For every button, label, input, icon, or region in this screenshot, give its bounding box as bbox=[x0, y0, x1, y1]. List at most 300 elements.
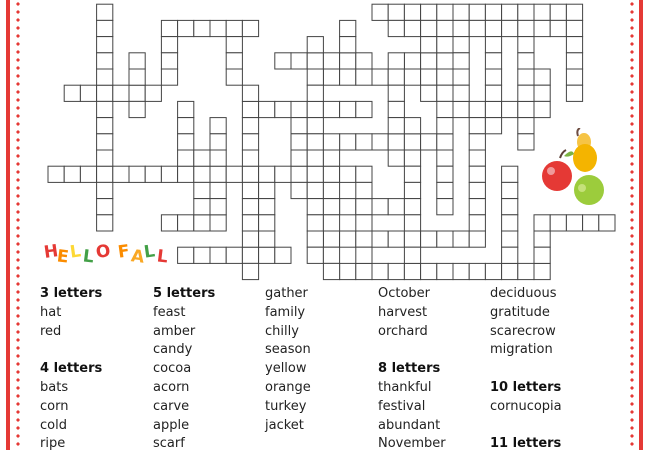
crossword-cell[interactable] bbox=[421, 20, 437, 36]
crossword-cell[interactable] bbox=[242, 101, 258, 117]
crossword-cell[interactable] bbox=[178, 101, 194, 117]
crossword-cell[interactable] bbox=[437, 101, 453, 117]
crossword-cell[interactable] bbox=[502, 4, 518, 20]
crossword-cell[interactable] bbox=[453, 69, 469, 85]
crossword-cell[interactable] bbox=[404, 166, 420, 182]
crossword-cell[interactable] bbox=[388, 263, 404, 279]
crossword-cell[interactable] bbox=[145, 85, 161, 101]
crossword-cell[interactable] bbox=[129, 85, 145, 101]
crossword-cell[interactable] bbox=[129, 101, 145, 117]
crossword-cell[interactable] bbox=[502, 101, 518, 117]
crossword-cell[interactable] bbox=[129, 53, 145, 69]
crossword-cell[interactable] bbox=[64, 85, 80, 101]
crossword-cell[interactable] bbox=[194, 215, 210, 231]
crossword-cell[interactable] bbox=[97, 69, 113, 85]
crossword-cell[interactable] bbox=[372, 134, 388, 150]
crossword-cell[interactable] bbox=[469, 20, 485, 36]
crossword-cell[interactable] bbox=[421, 37, 437, 53]
crossword-cell[interactable] bbox=[388, 85, 404, 101]
crossword-cell[interactable] bbox=[502, 247, 518, 263]
crossword-cell[interactable] bbox=[226, 20, 242, 36]
crossword-cell[interactable] bbox=[340, 20, 356, 36]
crossword-cell[interactable] bbox=[566, 53, 582, 69]
crossword-cell[interactable] bbox=[340, 134, 356, 150]
crossword-cell[interactable] bbox=[323, 53, 339, 69]
crossword-cell[interactable] bbox=[340, 101, 356, 117]
crossword-cell[interactable] bbox=[566, 37, 582, 53]
crossword-cell[interactable] bbox=[404, 69, 420, 85]
crossword-cell[interactable] bbox=[550, 20, 566, 36]
crossword-cell[interactable] bbox=[307, 85, 323, 101]
crossword-cell[interactable] bbox=[340, 69, 356, 85]
word-list-item: apple bbox=[153, 417, 190, 433]
crossword-cell[interactable] bbox=[97, 53, 113, 69]
crossword-cell[interactable] bbox=[291, 118, 307, 134]
crossword-cell[interactable] bbox=[226, 37, 242, 53]
crossword-cell[interactable] bbox=[502, 231, 518, 247]
crossword-cell[interactable] bbox=[534, 215, 550, 231]
crossword-cell[interactable] bbox=[518, 53, 534, 69]
crossword-cell[interactable] bbox=[421, 4, 437, 20]
crossword-cell[interactable] bbox=[210, 134, 226, 150]
crossword-cell[interactable] bbox=[323, 231, 339, 247]
word-list-column-4 bbox=[378, 285, 446, 454]
crossword-cell[interactable] bbox=[453, 53, 469, 69]
word-list-item: carve bbox=[153, 398, 190, 414]
crossword-cell[interactable] bbox=[518, 20, 534, 36]
crossword-cell[interactable] bbox=[291, 150, 307, 166]
crossword-cell[interactable] bbox=[404, 118, 420, 134]
crossword-cell[interactable] bbox=[518, 134, 534, 150]
banner-letter: E bbox=[55, 246, 70, 268]
crossword-cell[interactable] bbox=[259, 247, 275, 263]
crossword-cell[interactable] bbox=[469, 263, 485, 279]
crossword-cell[interactable] bbox=[259, 182, 275, 198]
crossword-cell[interactable] bbox=[388, 118, 404, 134]
crossword-cell[interactable] bbox=[437, 4, 453, 20]
crossword-cell[interactable] bbox=[404, 247, 420, 263]
crossword-cell[interactable] bbox=[307, 247, 323, 263]
crossword-cell[interactable] bbox=[404, 134, 420, 150]
crossword-cell[interactable] bbox=[97, 134, 113, 150]
crossword-cell[interactable] bbox=[97, 182, 113, 198]
crossword-cell[interactable] bbox=[469, 199, 485, 215]
crossword-cell[interactable] bbox=[291, 166, 307, 182]
crossword-cell[interactable] bbox=[518, 101, 534, 117]
crossword-cell[interactable] bbox=[97, 199, 113, 215]
crossword-cell[interactable] bbox=[80, 85, 96, 101]
word-list-item: harvest bbox=[378, 304, 428, 320]
crossword-cell[interactable] bbox=[323, 134, 339, 150]
crossword-cell[interactable] bbox=[550, 215, 566, 231]
crossword-cell[interactable] bbox=[275, 101, 291, 117]
crossword-cell[interactable] bbox=[388, 69, 404, 85]
crossword-cell[interactable] bbox=[518, 118, 534, 134]
crossword-cell[interactable] bbox=[323, 199, 339, 215]
crossword-cell[interactable] bbox=[469, 134, 485, 150]
crossword-cell[interactable] bbox=[388, 231, 404, 247]
crossword-cell[interactable] bbox=[242, 215, 258, 231]
crossword-cell[interactable] bbox=[242, 150, 258, 166]
crossword-cell[interactable] bbox=[356, 101, 372, 117]
crossword-cell[interactable] bbox=[307, 150, 323, 166]
crossword-cell[interactable] bbox=[210, 150, 226, 166]
crossword-cell[interactable] bbox=[97, 215, 113, 231]
crossword-cell[interactable] bbox=[404, 231, 420, 247]
crossword-cell[interactable] bbox=[372, 263, 388, 279]
crossword-cell[interactable] bbox=[502, 199, 518, 215]
crossword-cell[interactable] bbox=[518, 85, 534, 101]
crossword-cell[interactable] bbox=[388, 150, 404, 166]
crossword-cell[interactable] bbox=[534, 69, 550, 85]
crossword-cell[interactable] bbox=[291, 182, 307, 198]
crossword-cell[interactable] bbox=[469, 215, 485, 231]
crossword-cell[interactable] bbox=[372, 199, 388, 215]
crossword-cell[interactable] bbox=[291, 101, 307, 117]
crossword-cell[interactable] bbox=[453, 231, 469, 247]
crossword-cell[interactable] bbox=[437, 20, 453, 36]
crossword-cell[interactable] bbox=[437, 118, 453, 134]
crossword-cell[interactable] bbox=[178, 118, 194, 134]
crossword-cell[interactable] bbox=[242, 199, 258, 215]
crossword-cell[interactable] bbox=[534, 20, 550, 36]
crossword-cell[interactable] bbox=[566, 215, 582, 231]
crossword-cell[interactable] bbox=[485, 85, 501, 101]
crossword-cell[interactable] bbox=[502, 182, 518, 198]
crossword-cell[interactable] bbox=[242, 231, 258, 247]
crossword-cell[interactable] bbox=[226, 166, 242, 182]
crossword-cell[interactable] bbox=[259, 166, 275, 182]
crossword-cell[interactable] bbox=[421, 134, 437, 150]
crossword-cell[interactable] bbox=[518, 37, 534, 53]
crossword-cell[interactable] bbox=[194, 199, 210, 215]
crossword-cell[interactable] bbox=[210, 215, 226, 231]
crossword-cell[interactable] bbox=[485, 53, 501, 69]
crossword-cell[interactable] bbox=[323, 182, 339, 198]
crossword-cell[interactable] bbox=[242, 85, 258, 101]
crossword-cell[interactable] bbox=[437, 53, 453, 69]
crossword-cell[interactable] bbox=[194, 182, 210, 198]
crossword-cell[interactable] bbox=[502, 215, 518, 231]
crossword-cell[interactable] bbox=[437, 231, 453, 247]
crossword-cell[interactable] bbox=[178, 150, 194, 166]
word-list-item: ripe bbox=[40, 436, 66, 452]
crossword-cell[interactable] bbox=[534, 85, 550, 101]
crossword-cell[interactable] bbox=[356, 263, 372, 279]
crossword-cell[interactable] bbox=[178, 134, 194, 150]
crossword-cell[interactable] bbox=[161, 215, 177, 231]
word-list-item: acorn bbox=[153, 379, 190, 395]
crossword-cell[interactable] bbox=[550, 4, 566, 20]
crossword-cell[interactable] bbox=[161, 166, 177, 182]
crossword-cell[interactable] bbox=[485, 20, 501, 36]
crossword-cell[interactable] bbox=[323, 263, 339, 279]
word-length-heading: 10 letters bbox=[490, 379, 562, 395]
crossword-cell[interactable] bbox=[340, 199, 356, 215]
crossword-cell[interactable] bbox=[566, 20, 582, 36]
crossword-cell[interactable] bbox=[242, 134, 258, 150]
crossword-cell[interactable] bbox=[210, 247, 226, 263]
crossword-cell[interactable] bbox=[307, 101, 323, 117]
crossword-cell[interactable] bbox=[323, 215, 339, 231]
crossword-cell[interactable] bbox=[307, 231, 323, 247]
crossword-cell[interactable] bbox=[340, 231, 356, 247]
crossword-cell[interactable] bbox=[534, 4, 550, 20]
crossword-cell[interactable] bbox=[210, 20, 226, 36]
crossword-cell[interactable] bbox=[518, 69, 534, 85]
crossword-cell[interactable] bbox=[437, 85, 453, 101]
crossword-cell[interactable] bbox=[566, 85, 582, 101]
crossword-cell[interactable] bbox=[259, 101, 275, 117]
crossword-cell[interactable] bbox=[388, 53, 404, 69]
crossword-cell[interactable] bbox=[80, 166, 96, 182]
word-list-item: amber bbox=[153, 323, 196, 339]
crossword-cell[interactable] bbox=[307, 118, 323, 134]
crossword-cell[interactable] bbox=[356, 166, 372, 182]
crossword-cell[interactable] bbox=[388, 134, 404, 150]
word-list-column-1 bbox=[40, 285, 102, 454]
crossword-cell[interactable] bbox=[259, 199, 275, 215]
pears-and-apples-icon bbox=[540, 128, 610, 208]
word-list-item: feast bbox=[153, 304, 186, 320]
crossword-cell[interactable] bbox=[437, 263, 453, 279]
crossword-cell[interactable] bbox=[469, 4, 485, 20]
crossword-cell[interactable] bbox=[421, 85, 437, 101]
crossword-cell[interactable] bbox=[469, 150, 485, 166]
crossword-cell[interactable] bbox=[340, 53, 356, 69]
word-list-item: cold bbox=[40, 417, 67, 433]
crossword-cell[interactable] bbox=[437, 37, 453, 53]
crossword-cell[interactable] bbox=[372, 4, 388, 20]
crossword-cell[interactable] bbox=[404, 199, 420, 215]
crossword-cell[interactable] bbox=[404, 53, 420, 69]
crossword-cell[interactable] bbox=[453, 4, 469, 20]
crossword-cell[interactable] bbox=[307, 134, 323, 150]
crossword-cell[interactable] bbox=[356, 134, 372, 150]
crossword-cell[interactable] bbox=[421, 69, 437, 85]
crossword-cell[interactable] bbox=[356, 215, 372, 231]
crossword-cell[interactable] bbox=[145, 166, 161, 182]
crossword-cell[interactable] bbox=[97, 166, 113, 182]
crossword-cell[interactable] bbox=[437, 69, 453, 85]
crossword-cell[interactable] bbox=[356, 231, 372, 247]
crossword-cell[interactable] bbox=[469, 231, 485, 247]
crossword-cell[interactable] bbox=[502, 263, 518, 279]
word-list-column-2 bbox=[153, 285, 215, 454]
crossword-cell[interactable] bbox=[534, 101, 550, 117]
crossword-cell[interactable] bbox=[404, 215, 420, 231]
crossword-cell[interactable] bbox=[323, 166, 339, 182]
crossword-cell[interactable] bbox=[485, 69, 501, 85]
crossword-cell[interactable] bbox=[307, 69, 323, 85]
crossword-cell[interactable] bbox=[388, 4, 404, 20]
crossword-cell[interactable] bbox=[194, 20, 210, 36]
crossword-cell[interactable] bbox=[113, 166, 129, 182]
crossword-cell[interactable] bbox=[307, 166, 323, 182]
word-list-item: gather bbox=[265, 286, 308, 301]
crossword-cell[interactable] bbox=[485, 118, 501, 134]
crossword-cell[interactable] bbox=[97, 37, 113, 53]
crossword-cell[interactable] bbox=[226, 69, 242, 85]
crossword-cell[interactable] bbox=[194, 166, 210, 182]
crossword-cell[interactable] bbox=[534, 263, 550, 279]
crossword-cell[interactable] bbox=[275, 53, 291, 69]
crossword-cell[interactable] bbox=[372, 231, 388, 247]
crossword-cell[interactable] bbox=[97, 150, 113, 166]
word-length-heading: 5 letters bbox=[153, 286, 216, 301]
word-list-item: November bbox=[378, 436, 446, 452]
word-list-item: cornucopia bbox=[490, 398, 562, 414]
crossword-cell[interactable] bbox=[437, 166, 453, 182]
crossword-cell[interactable] bbox=[97, 118, 113, 134]
crossword-cell[interactable] bbox=[453, 263, 469, 279]
crossword-cell[interactable] bbox=[48, 166, 64, 182]
crossword-cell[interactable] bbox=[437, 182, 453, 198]
banner-letter: L bbox=[68, 241, 83, 263]
crossword-cell[interactable] bbox=[388, 199, 404, 215]
crossword-cell[interactable] bbox=[161, 20, 177, 36]
crossword-cell[interactable] bbox=[404, 182, 420, 198]
crossword-cell[interactable] bbox=[210, 166, 226, 182]
crossword-cell[interactable] bbox=[210, 182, 226, 198]
crossword-cell[interactable] bbox=[97, 20, 113, 36]
crossword-cell[interactable] bbox=[388, 20, 404, 36]
word-list-item: abundant bbox=[378, 417, 441, 433]
crossword-cell[interactable] bbox=[97, 4, 113, 20]
crossword-cell[interactable] bbox=[323, 69, 339, 85]
word-list-item: jacket bbox=[265, 417, 304, 433]
crossword-cell[interactable] bbox=[242, 247, 258, 263]
crossword-cell[interactable] bbox=[210, 118, 226, 134]
crossword-cell[interactable] bbox=[469, 182, 485, 198]
crossword-cell[interactable] bbox=[259, 215, 275, 231]
crossword-cell[interactable] bbox=[340, 37, 356, 53]
crossword-cell[interactable] bbox=[485, 101, 501, 117]
crossword-cell[interactable] bbox=[437, 199, 453, 215]
crossword-cell[interactable] bbox=[242, 118, 258, 134]
banner-letter: A bbox=[129, 246, 146, 268]
crossword-cell[interactable] bbox=[404, 263, 420, 279]
crossword-cell[interactable] bbox=[242, 166, 258, 182]
crossword-cell[interactable] bbox=[404, 150, 420, 166]
crossword-cell[interactable] bbox=[291, 134, 307, 150]
crossword-cell[interactable] bbox=[469, 101, 485, 117]
crossword-cell[interactable] bbox=[129, 69, 145, 85]
crossword-cell[interactable] bbox=[421, 231, 437, 247]
crossword-cell[interactable] bbox=[372, 69, 388, 85]
crossword-cell[interactable] bbox=[259, 231, 275, 247]
crossword-cell[interactable] bbox=[307, 182, 323, 198]
crossword-cell[interactable] bbox=[242, 20, 258, 36]
crossword-cell[interactable] bbox=[356, 53, 372, 69]
word-length-heading: 4 letters bbox=[40, 361, 103, 377]
crossword-cell[interactable] bbox=[226, 53, 242, 69]
crossword-cell[interactable] bbox=[340, 263, 356, 279]
crossword-cell[interactable] bbox=[178, 247, 194, 263]
crossword-cell[interactable] bbox=[518, 263, 534, 279]
crossword-cell[interactable] bbox=[161, 37, 177, 53]
crossword-cell[interactable] bbox=[566, 4, 582, 20]
crossword-cell[interactable] bbox=[583, 215, 599, 231]
word-list-column-3 bbox=[265, 285, 311, 435]
crossword-cell[interactable] bbox=[453, 20, 469, 36]
word-list-item: October bbox=[378, 286, 431, 301]
crossword-cell[interactable] bbox=[356, 247, 372, 263]
crossword-cell[interactable] bbox=[453, 37, 469, 53]
crossword-cell[interactable] bbox=[129, 166, 145, 182]
crossword-cell[interactable] bbox=[469, 166, 485, 182]
crossword-cell[interactable] bbox=[275, 247, 291, 263]
crossword-cell[interactable] bbox=[194, 247, 210, 263]
crossword-cell[interactable] bbox=[291, 53, 307, 69]
crossword-cell[interactable] bbox=[178, 166, 194, 182]
word-list-item: scarf bbox=[153, 436, 185, 452]
crossword-cell[interactable] bbox=[323, 101, 339, 117]
crossword-cell[interactable] bbox=[307, 37, 323, 53]
crossword-cell[interactable] bbox=[242, 263, 258, 279]
crossword-cell[interactable] bbox=[323, 247, 339, 263]
crossword-cell[interactable] bbox=[469, 118, 485, 134]
crossword-cell[interactable] bbox=[356, 182, 372, 198]
word-list-item: hat bbox=[40, 304, 62, 320]
crossword-cell[interactable] bbox=[97, 101, 113, 117]
crossword-cell[interactable] bbox=[404, 4, 420, 20]
crossword-cell[interactable] bbox=[242, 182, 258, 198]
crossword-cell[interactable] bbox=[356, 199, 372, 215]
word-list-item: red bbox=[40, 323, 62, 339]
crossword-cell[interactable] bbox=[502, 166, 518, 182]
crossword-cell[interactable] bbox=[421, 53, 437, 69]
crossword-cell[interactable] bbox=[453, 101, 469, 117]
crossword-cell[interactable] bbox=[178, 215, 194, 231]
crossword-cell[interactable] bbox=[421, 263, 437, 279]
crossword-cell[interactable] bbox=[534, 231, 550, 247]
crossword-cell[interactable] bbox=[307, 199, 323, 215]
crossword-cell[interactable] bbox=[485, 4, 501, 20]
word-list-item: candy bbox=[153, 342, 193, 358]
crossword-cell[interactable] bbox=[161, 53, 177, 69]
crossword-cell[interactable] bbox=[485, 37, 501, 53]
crossword-cell[interactable] bbox=[437, 150, 453, 166]
crossword-cell[interactable] bbox=[226, 247, 242, 263]
crossword-cell[interactable] bbox=[340, 166, 356, 182]
word-list-item: family bbox=[265, 304, 306, 320]
crossword-cell[interactable] bbox=[161, 69, 177, 85]
crossword-cell[interactable] bbox=[404, 20, 420, 36]
crossword-cell[interactable] bbox=[599, 215, 615, 231]
crossword-cell[interactable] bbox=[485, 263, 501, 279]
crossword-cell[interactable] bbox=[178, 20, 194, 36]
crossword-cell[interactable] bbox=[194, 150, 210, 166]
crossword-cell[interactable] bbox=[97, 85, 113, 101]
crossword-cell[interactable] bbox=[275, 166, 291, 182]
crossword-cell[interactable] bbox=[323, 150, 339, 166]
crossword-cell[interactable] bbox=[307, 215, 323, 231]
crossword-cell[interactable] bbox=[534, 247, 550, 263]
word-list-item: turkey bbox=[265, 398, 307, 414]
crossword-cell[interactable] bbox=[437, 134, 453, 150]
crossword-cell[interactable] bbox=[356, 69, 372, 85]
crossword-cell[interactable] bbox=[307, 53, 323, 69]
crossword-cell[interactable] bbox=[64, 166, 80, 182]
crossword-cell[interactable] bbox=[453, 85, 469, 101]
crossword-cell[interactable] bbox=[502, 20, 518, 36]
crossword-cell[interactable] bbox=[113, 85, 129, 101]
crossword-cell[interactable] bbox=[210, 199, 226, 215]
crossword-cell[interactable] bbox=[566, 69, 582, 85]
crossword-cell[interactable] bbox=[388, 101, 404, 117]
crossword-cell[interactable] bbox=[518, 4, 534, 20]
